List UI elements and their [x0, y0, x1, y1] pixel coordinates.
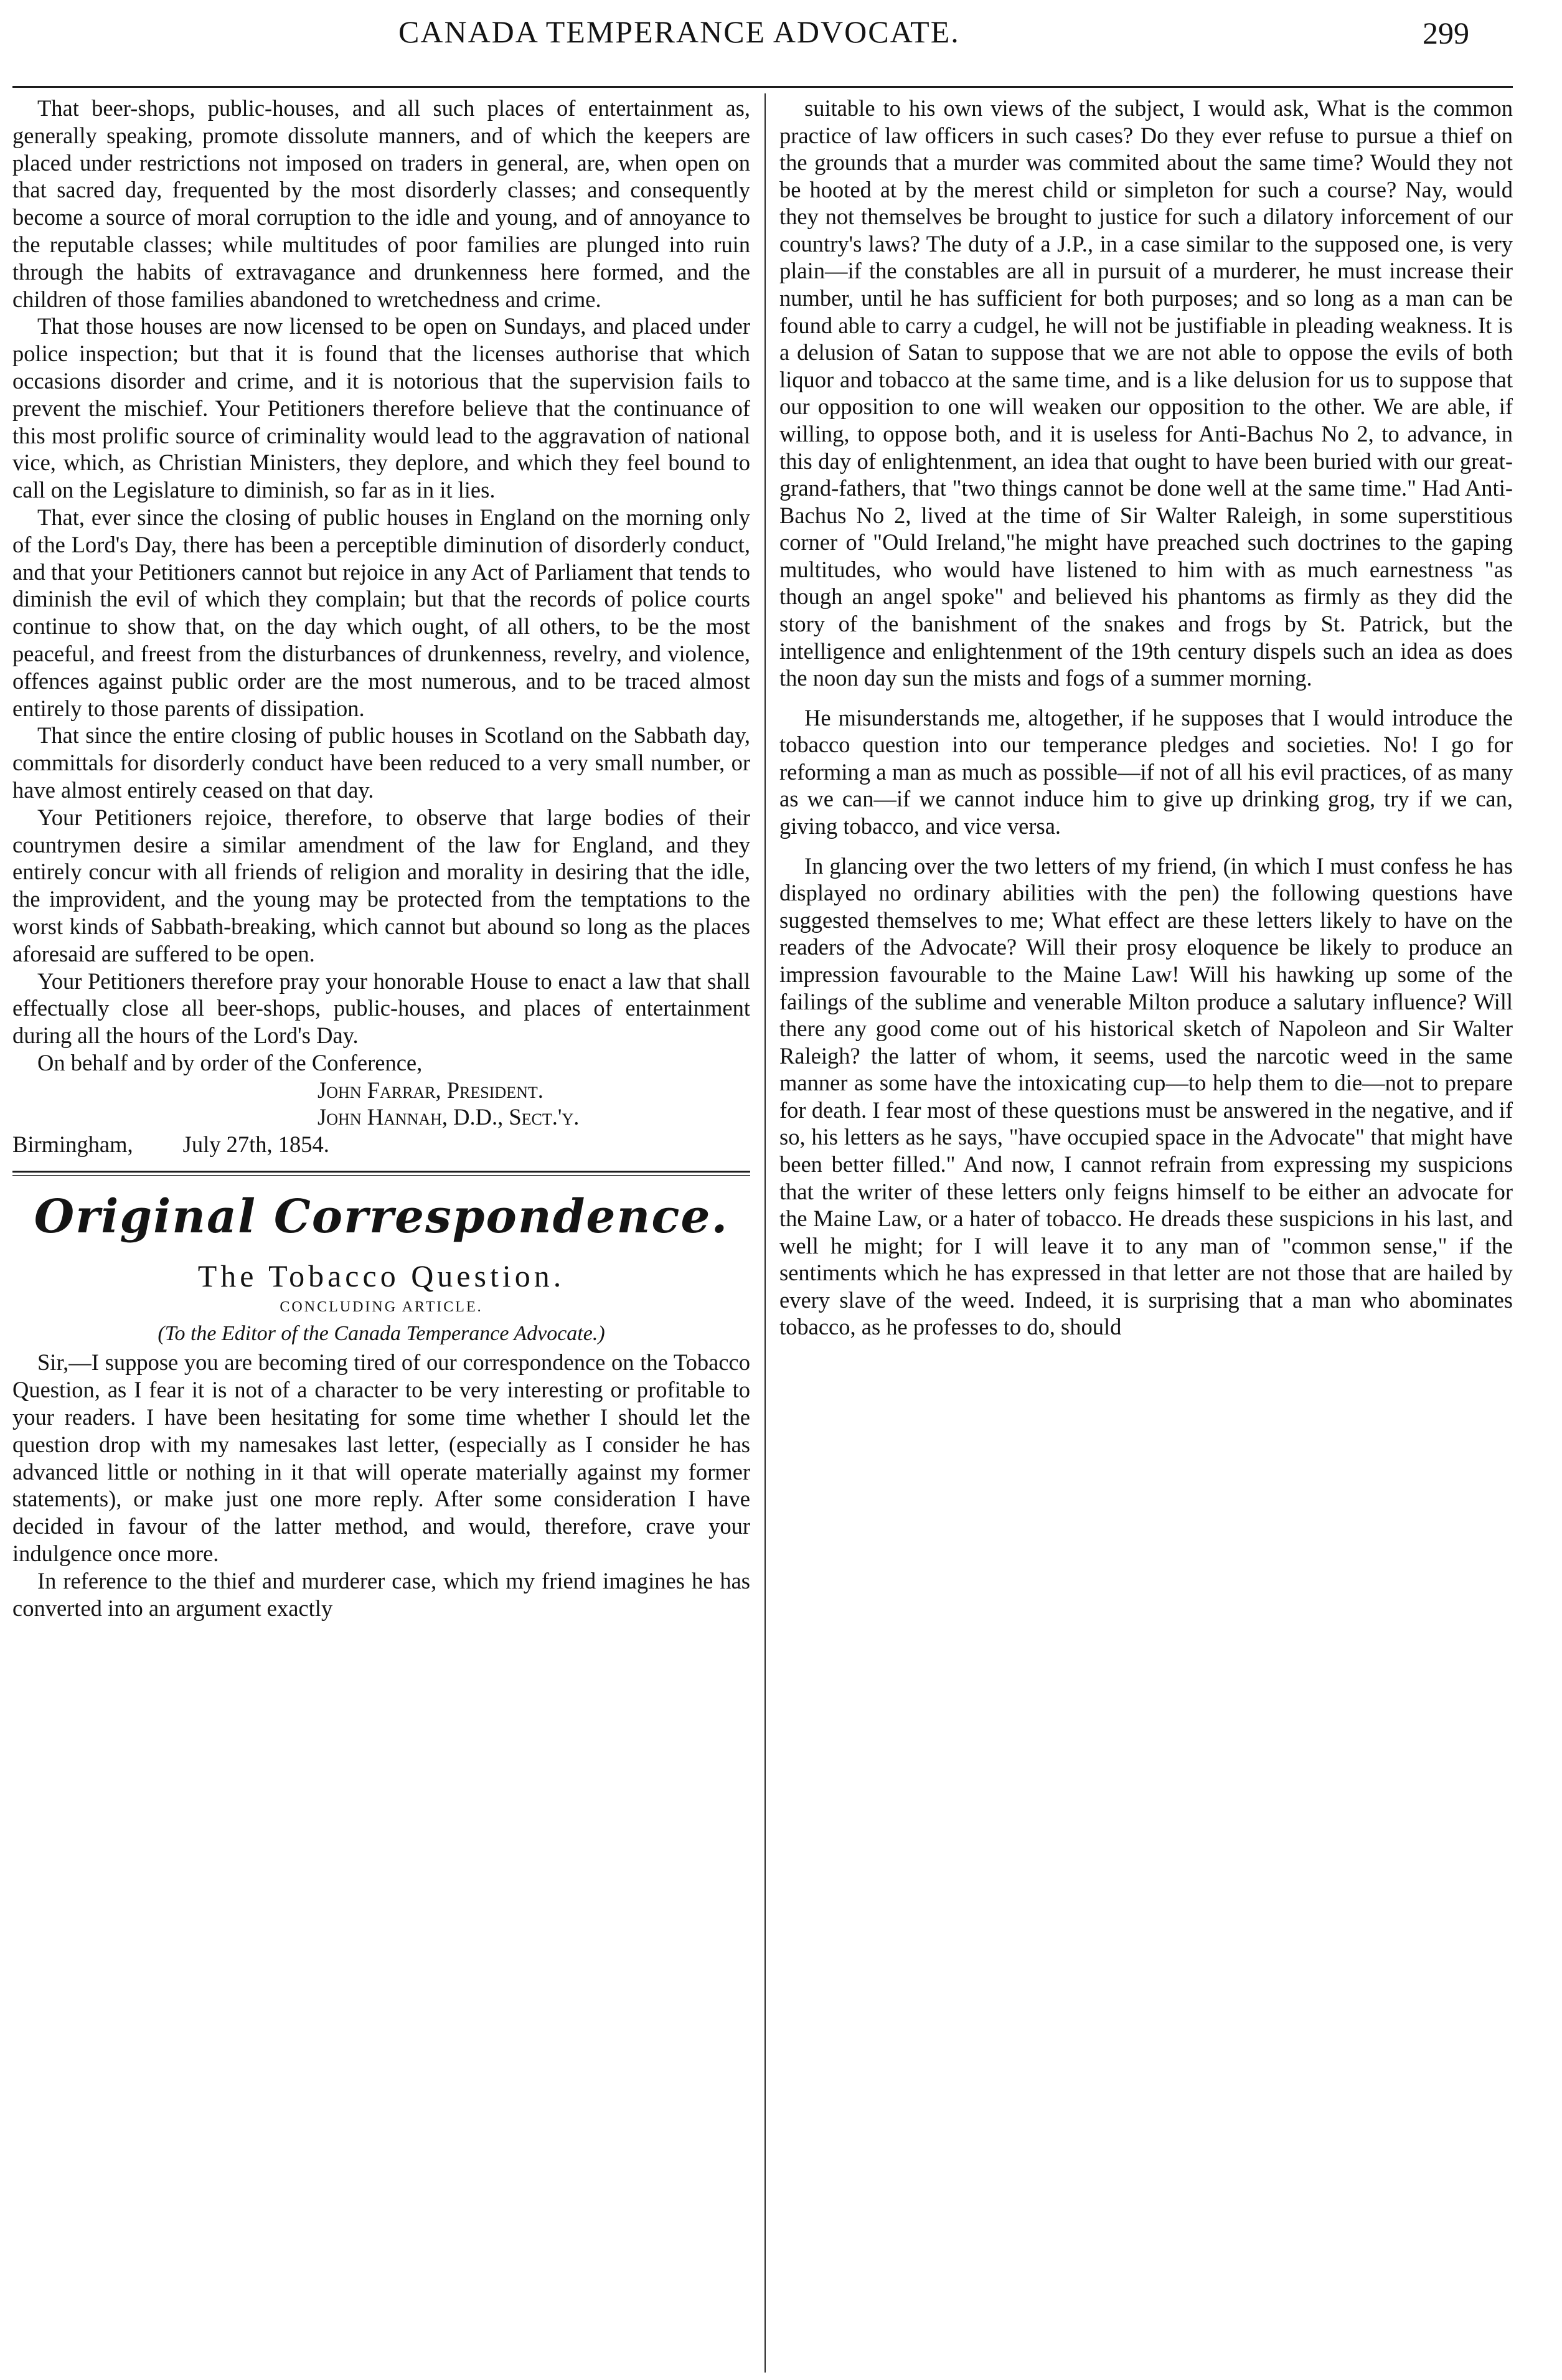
page-number: 299 [1423, 16, 1469, 50]
letter-paragraph: Sir,—I suppose you are becoming tired of our correspondence on the Tobacco Question, as I fear it is not of a character to be very interesting or profitable to your readers. I have been hesitating for some time whether I should let the question drop with my namesakes last letter, (especially as I consider he has advanced little or nothing in it that will operate materially against my former statements), or make just one more reply. After some consideration I have decided in favour of the latter method, and would, therefore, crave your indulgence once more. [12, 1349, 750, 1567]
petition-paragraph: That since the entire closing of public houses in Scotland on the Sabbath day, committals for disorderly conduct have been reduced to a very small number, or have almost entirely ceased on that day. [12, 722, 750, 803]
signatory-secretary: John Hannah, D.D., Sect.'y. [318, 1104, 580, 1130]
letter-paragraph: In glancing over the two letters of my friend, (in which I must confess he has displayed no ordinary abilities with the pen) the following questions have suggested themselves to me; What effect are these letters likely to have on the readers of the Advocate? Will their prosy eloquence be likely to produce an impression favourable to the Maine Law! Will his hawking up some of the failings of the sublime and venerable Milton produce a salutary influence? Will there any good come out of his historical sketch of Napoleon and Sir Walter Raleigh? the latter of whom, it seems, used the narcotic weed in the same manner as some have the intoxicating cup—to help them to die—not to prepare for death. I fear most of these questions must be answered in the negative, and if so, his letters as he says, "have occupied space in the Advocate" that might have been better filled." And now, I cannot refrain from expressing my suspicions that the writer of these letters only feigns himself to be either an advocate for the Maine Law, or a hater of tobacco. He dreads these suspicions in his last, and well he might; for I will leave it to any man of "common sense," if the sentiments which he has expressed in that letter are not those that are hailed by every slave of the weed. Indeed, it is surprising that a man who abominates tobacco, as he professes to do, should [779, 852, 1513, 1340]
petition-paragraph: Your Petitioners rejoice, therefore, to observe that large bodies of their countrymen desire a similar amendment of the law for England, and they entirely concur with all friends of religion and morality in desiring that the idle, the improvident, and the young may be protected from the temptations to the worst kinds of Sabbath-breaking, which cannot but abound so long as the places aforesaid are suffered to be open. [12, 804, 750, 966]
section-rule-thin [12, 1175, 750, 1176]
signatory-president: John Farrar, President. [318, 1077, 543, 1103]
petition-paragraph: That, ever since the closing of public houses in England on the morning only of the Lord's Day, there has been a perceptible diminution of disorderly conduct, and that your Petitioners cannot but rejoice in any Act of Parliament that tends to diminish the evil of which they complain; but that the records of police courts continue to show that, on the day which ought, of all others, to be the most peaceful, and freest from the disturbances of drunkenness, revelry, and violence, offences against public order are the most numerous, and to be traced almost entirely to those parents of dissipation. [12, 504, 750, 721]
signature-block [12, 1049, 750, 1158]
letter-paragraph: In reference to the thief and murderer case, which my friend imagines he has converted into an argument exactly [12, 1567, 750, 1621]
header-rule [12, 86, 1513, 88]
letter-paragraph: suitable to his own views of the subject, I would ask, What is the common practice of law officers in such cases? Do they ever refuse to pursue a thief on the grounds that a murder was commited about the same time? Would they not be hooted at by the merest child or simpleton for such a course? Nay, would they not themselves be brought to justice for such a dilatory inforcement of our country's laws? The duty of a J.P., in a case similar to the supposed one, is very plain—if the constables are all in pursuit of a murderer, he must increase their number, until he has sufficient for both purposes; and so long as a man can be found able to carry a cudgel, he will not be justifiable in pleading weakness. It is a delusion of Satan to suppose that we are not able to oppose the evils of both liquor and tobacco at the same time, and is a like delusion for us to suppose that our opposition to one will weaken our opposition to the other. We are able, if willing, to oppose both, and it is useless for Anti-Bachus No 2, to advance, in this day of enlightenment, an idea that ought to have been buried with our great-grand-fathers, that "two things cannot be done well at the same time." Had Anti-Bachus No 2, lived at the time of Sir Walter Raleigh, in some superstitious corner of "Ould Ireland,"he might have preached such doctrines to the gaping multitudes, who would have listened to him with as much earnestness "as though an angel spoke" and believed his phantoms as firmly as they did the story of the banishment of the snakes and frogs by St. Patrick, but the intelligence and enlightenment of the 19th century dispels such an idea as does the noon day sun the mists and fogs of a summer morning. [779, 95, 1513, 691]
section-heading: Original Correspondence. [34, 1190, 729, 1244]
letter-paragraph: He misunderstands me, altogether, if he supposes that I would introduce the tobacco question into our temperance pledges and societies. No! I go for reforming a man as much as possible—if not of all his evil practices, of as many as we can—if we cannot induce him to give up drinking grog, try if we can, giving tobacco, and vice versa. [779, 704, 1513, 839]
signature-place: Birmingham, [12, 1131, 133, 1158]
section-rule [12, 1171, 750, 1173]
article-subtitle: CONCLUDING ARTICLE. [280, 1298, 483, 1315]
left-column [12, 95, 750, 1622]
article-address: (To the Editor of the Canada Temperance Advocate.) [158, 1321, 605, 1345]
article-title: The Tobacco Question. [197, 1258, 565, 1293]
column-divider [765, 93, 766, 2373]
right-column [779, 95, 1513, 1341]
petition-paragraph: That beer-shops, public-houses, and all such places of entertainment as, generally speaking, promote dissolute manners, and of which the keepers are placed under restrictions not imposed on traders in general, are, when open on that sacred day, frequented by the most disorderly classes; and consequently become a source of moral corruption to the idle and young, and of annoyance to the reputable classes; while multitudes of poor families are plunged into ruin through the habits of extravagance and drunkenness here formed, and the children of those families abandoned to wretchedness and crime. [12, 95, 750, 312]
signature-date: July 27th, 1854. [182, 1131, 329, 1158]
running-title: CANADA TEMPERANCE ADVOCATE. [398, 14, 960, 49]
petition-paragraph: Your Petitioners therefore pray your honorable House to enact a law that shall effectually close all beer-shops, public-houses, and places of entertainment during all the hours of the Lord's Day. [12, 968, 750, 1049]
signature-dateline [12, 1131, 750, 1158]
signature-intro: On behalf and by order of the Conference, [37, 1049, 423, 1075]
petition-paragraph: That those houses are now licensed to be open on Sundays, and placed under police inspection; but that it is found that the licenses authorise that which occasions disorder and crime, and it is notorious that the supervision fails to prevent the mischief. Your Petitioners therefore believe that the continuance of this most prolific source of criminality would lead to the aggravation of national vice, which, as Christian Ministers, they deplore, and which they feel bound to call on the Legislature to diminish, so far as in it lies. [12, 313, 750, 503]
